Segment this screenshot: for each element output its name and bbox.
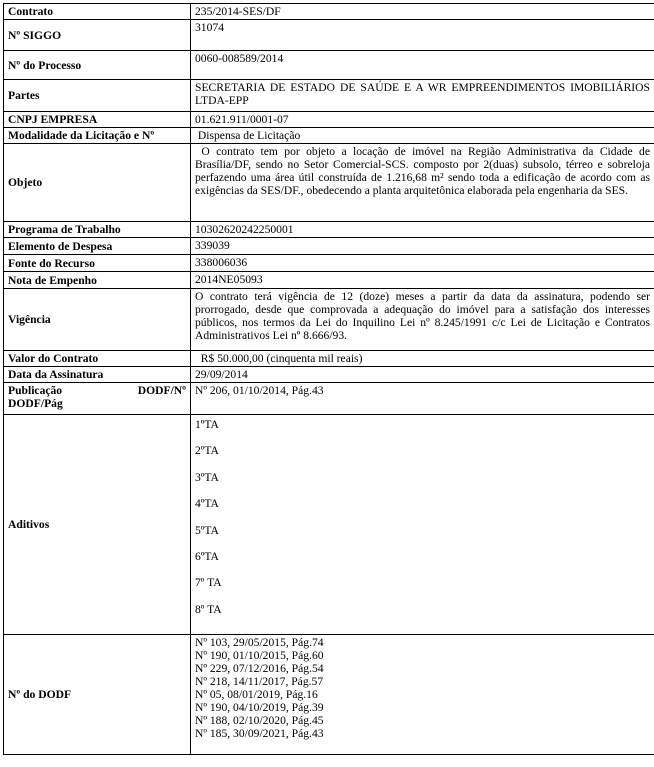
value-objeto-text: O contrato tem por objeto a locação de imóvel na Região Administrativa da Cidade de Brasília/DF, sendo no Setor Comercial-SCS. composto por 2(duas) subsolo, térreo e sobreloja perfazendo uma área útil construída de 1.216,68 m² sendo toda a edificação de acordo com as exigências da SES/DF., obedecendo a planta arquitetônica elaborada pela engenharia da SES. bbox=[195, 145, 650, 197]
label-fonte: Fonte do Recurso bbox=[4, 255, 191, 272]
value-siggo: 31074 bbox=[191, 20, 654, 51]
label-objeto: Objeto bbox=[4, 144, 191, 222]
row-programa bbox=[4, 222, 654, 238]
row-elemento bbox=[4, 238, 654, 255]
value-vigencia: O contrato terá vigência de 12 (doze) meses a partir da data da assinatura, podendo ser prorrogado, desde que comprovada a adequação do imóvel para a satisfação dos interesses públicos, nos termos da Lei do Inquilino Lei nº 8.245/1991 c/c Lei de Licitação e Contratos Administrativos Lei nº 8.666/93. bbox=[191, 289, 654, 351]
label-elemento: Elemento de Despesa bbox=[4, 238, 191, 255]
aditivo-item: 8º TA bbox=[195, 602, 222, 616]
label-dodf: Nº do DODF bbox=[4, 635, 191, 755]
row-valor bbox=[4, 351, 654, 367]
value-cnpj: 01.621.911/0001-07 bbox=[191, 112, 654, 128]
row-cnpj bbox=[4, 112, 654, 128]
aditivo-item: 5ºTA bbox=[195, 523, 219, 537]
label-empenho: Nota de Empenho bbox=[4, 272, 191, 289]
label-cnpj: CNPJ EMPRESA bbox=[4, 112, 191, 128]
value-partes: SECRETARIA DE ESTADO DE SAÚDE E A WR EMPREENDIMENTOS IMOBILIÁRIOS LTDA-EPP bbox=[191, 80, 654, 112]
contract-table bbox=[3, 3, 654, 755]
row-dodf bbox=[4, 635, 654, 755]
row-fonte bbox=[4, 255, 654, 272]
label-modalidade: Modalidade da Licitação e Nº bbox=[4, 128, 191, 144]
row-partes bbox=[4, 80, 654, 112]
value-publicacao: Nº 206, 01/10/2014, Pág.43 bbox=[191, 383, 654, 415]
value-dodf bbox=[191, 635, 654, 755]
aditivo-item: 6ºTA bbox=[195, 549, 219, 563]
value-valor-text: R$ 50.000,00 (cinquenta mil reais) bbox=[200, 352, 363, 365]
dodf-item: Nº 185, 30/09/2021, Pág.43 bbox=[195, 727, 324, 740]
dodf-item: Nº 103, 29/05/2015, Pág.74 bbox=[195, 636, 324, 649]
value-empenho: 2014NE05093 bbox=[191, 272, 654, 289]
label-partes: Partes bbox=[4, 80, 191, 112]
label-aditivos: Aditivos bbox=[4, 415, 191, 635]
row-siggo bbox=[4, 20, 654, 51]
aditivo-item: 2ºTA bbox=[195, 444, 219, 458]
label-contrato: Contrato bbox=[4, 4, 191, 20]
label-publicacao-b: DODF/Nº bbox=[137, 384, 186, 397]
row-assinatura bbox=[4, 367, 654, 383]
label-vigencia: Vigência bbox=[4, 289, 191, 351]
dodf-item: Nº 190, 01/10/2015, Pág.60 bbox=[195, 649, 324, 662]
aditivo-item: 3ºTA bbox=[195, 470, 219, 484]
label-publicacao bbox=[4, 383, 191, 415]
row-objeto bbox=[4, 144, 654, 222]
row-processo bbox=[4, 51, 654, 80]
row-empenho bbox=[4, 272, 654, 289]
row-vigencia bbox=[4, 289, 654, 351]
row-modalidade bbox=[4, 128, 654, 144]
contract-summary-document bbox=[3, 3, 648, 755]
value-contrato: 235/2014-SES/DF bbox=[191, 4, 654, 20]
label-siggo: Nº SIGGO bbox=[4, 20, 191, 51]
value-elemento: 339039 bbox=[191, 238, 654, 255]
label-valor: Valor do Contrato bbox=[4, 351, 191, 367]
label-publicacao-a: Publicação bbox=[8, 384, 63, 397]
value-valor bbox=[191, 351, 654, 367]
label-programa: Programa de Trabalho bbox=[4, 222, 191, 238]
dodf-item: Nº 218, 14/11/2017, Pág.57 bbox=[195, 675, 324, 688]
value-modalidade-text: Dispensa de Licitação bbox=[197, 129, 301, 142]
label-publicacao-c: DODF/Pág bbox=[8, 397, 63, 410]
row-publicacao bbox=[4, 383, 654, 415]
value-objeto bbox=[191, 144, 654, 222]
dodf-item: Nº 190, 04/10/2019, Pág.39 bbox=[195, 701, 324, 714]
aditivo-item: 7º TA bbox=[195, 576, 222, 590]
row-aditivos bbox=[4, 415, 654, 635]
label-assinatura: Data da Assinatura bbox=[4, 367, 191, 383]
value-modalidade bbox=[191, 128, 654, 144]
value-assinatura: 29/09/2014 bbox=[191, 367, 654, 383]
label-processo: Nº do Processo bbox=[4, 51, 191, 80]
dodf-item: Nº 229, 07/12/2016, Pág.54 bbox=[195, 662, 324, 675]
value-processo: 0060-008589/2014 bbox=[191, 51, 654, 80]
value-fonte: 338006036 bbox=[191, 255, 654, 272]
label-publicacao-line1 bbox=[8, 384, 186, 397]
dodf-item: Nº 188, 02/10/2020, Pág.45 bbox=[195, 714, 324, 727]
value-aditivos bbox=[191, 415, 654, 635]
value-programa: 10302620242250001 bbox=[191, 222, 654, 238]
row-contrato bbox=[4, 4, 654, 20]
aditivo-item: 1ºTA bbox=[195, 418, 219, 431]
aditivo-item: 4ºTA bbox=[195, 497, 219, 511]
dodf-item: Nº 05, 08/01/2019, Pág.16 bbox=[195, 688, 318, 701]
